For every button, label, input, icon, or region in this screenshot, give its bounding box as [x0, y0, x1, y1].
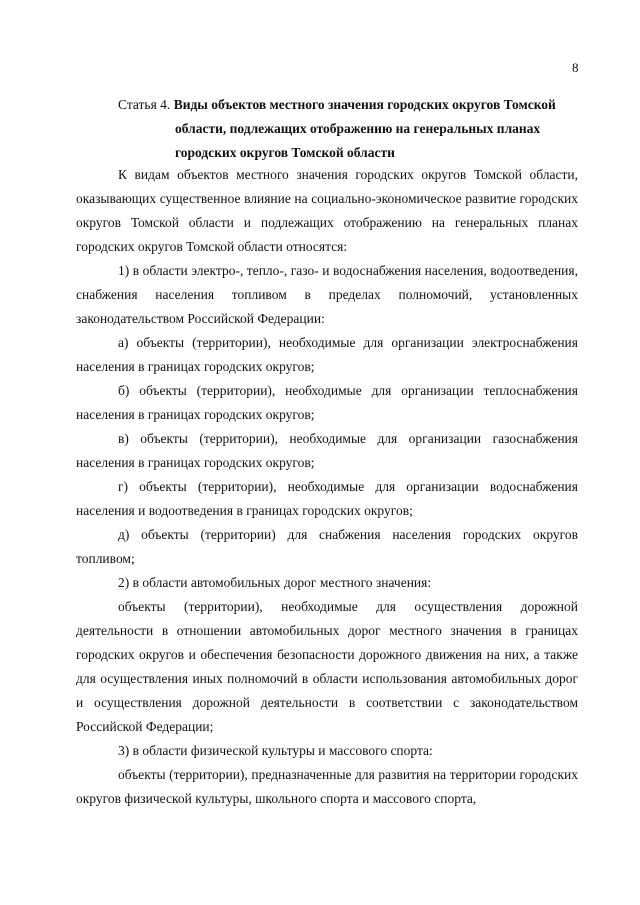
paragraph-subitem-a: а) объекты (территории), необходимые для организации электроснабжения населения в границах городских округов;: [76, 335, 578, 374]
article-title-line-2: области, подлежащих отображению на генеральных планах: [175, 121, 541, 136]
paragraph-intro: К видам объектов местного значения городских округов Томской области, оказывающих существенное влияние на социально-экономическое развитие городских округов Томской области и подлежащих отображению на генеральных планах городских округов Томской области относятся:: [76, 167, 578, 254]
paragraph-item-2: 2) в области автомобильных дорог местного значения:: [118, 575, 432, 590]
paragraph-subitem-v: в) объекты (территории), необходимые для организации газоснабжения населения в границах городских округов;: [76, 431, 578, 470]
paragraph-item-1: 1) в области электро-, тепло-, газо- и водоснабжения населения, водоотведения, снабжения населения топливом в пределах полномочий, установленных законодательством Российской Федерации:: [76, 263, 578, 326]
article-body: [76, 163, 578, 811]
paragraph-item-2-objects: объекты (территории), необходимые для осуществления дорожной деятельности в отношении автомобильных дорог местного значения в границах городских округов и обеспечения безопасности дорожного движения на них, а также для осуществления иных полномочий в области использования автомобильных дорог и осуществления дорожной деятельности в соответствии с законодательством Российской Федерации;: [76, 599, 578, 734]
paragraph-subitem-g: г) объекты (территории), необходимые для организации водоснабжения населения и водоотведения в границах городских округов;: [76, 479, 578, 518]
paragraph-subitem-b: б) объекты (территории), необходимые для организации теплоснабжения населения в границах городских округов;: [76, 383, 578, 422]
page-number: 8: [572, 60, 579, 75]
article-heading: [118, 93, 578, 165]
article-title-line-1: Виды объектов местного значения городских округов Томской: [173, 97, 556, 112]
article-label: Статья 4.: [118, 97, 171, 112]
article-title-line-3: городских округов Томской области: [175, 145, 395, 160]
paragraph-item-3-objects: объекты (территории), предназначенные для развития на территории городских округов физической культуры, школьного спорта и массового спорта,: [76, 767, 578, 806]
paragraph-item-3: 3) в области физической культуры и массового спорта:: [118, 743, 433, 758]
paragraph-subitem-d: д) объекты (территории) для снабжения населения городских округов топливом;: [76, 527, 578, 566]
